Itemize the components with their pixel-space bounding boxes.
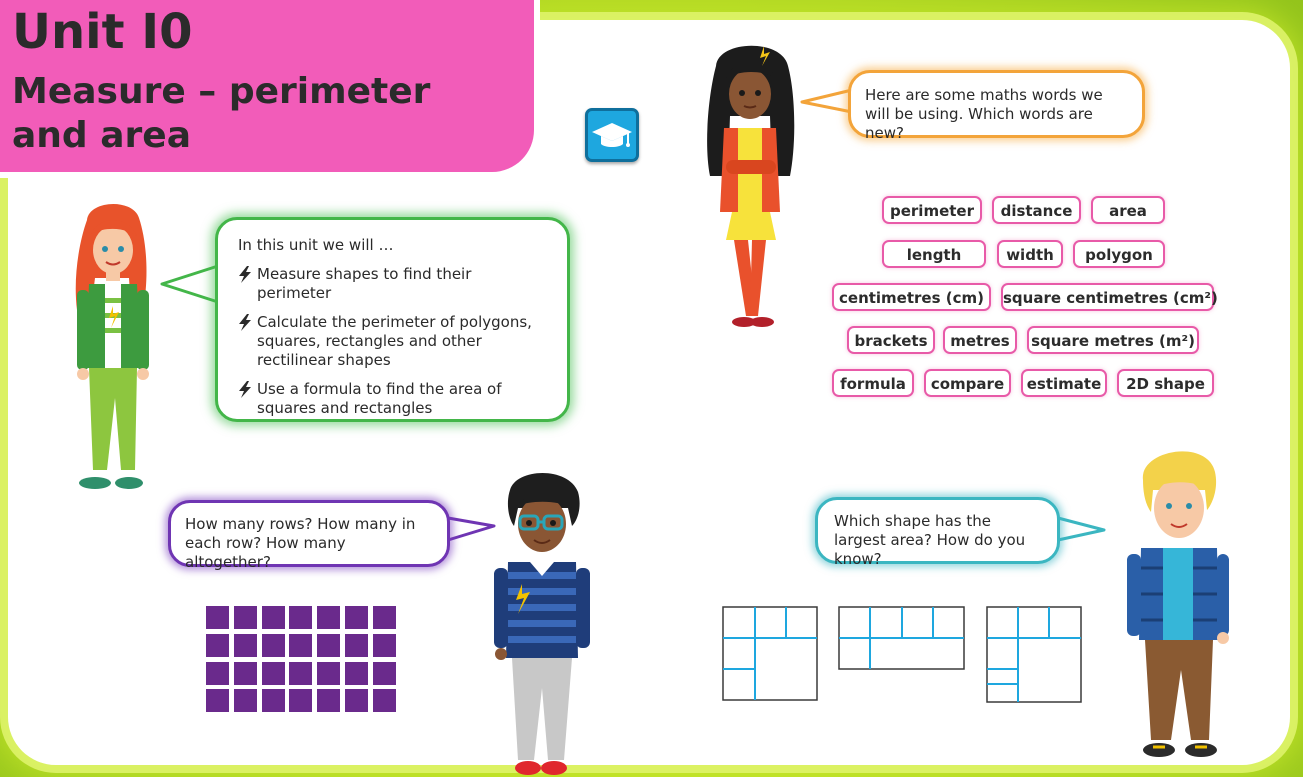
boy-blond-character bbox=[1125, 444, 1230, 770]
girl-curly-hair-character bbox=[700, 36, 800, 332]
array-square bbox=[289, 689, 312, 712]
vocab-word-distance: distance bbox=[992, 196, 1081, 224]
bubble-tail-orange bbox=[800, 86, 854, 116]
goal-text: Measure shapes to find their perimeter bbox=[257, 265, 472, 302]
shape-a bbox=[723, 607, 817, 700]
vocab-word-square-centimetres: square centimetres (cm²) bbox=[1001, 283, 1214, 311]
unit-title: Unit I0 bbox=[12, 4, 193, 60]
goal-text: Use a formula to find the area of squares and rectangles bbox=[257, 380, 502, 417]
bubble-tail-teal bbox=[1056, 514, 1106, 544]
array-square bbox=[206, 634, 229, 657]
unit-subtitle: Measure – perimeter and area bbox=[12, 71, 431, 156]
array-square bbox=[317, 662, 340, 685]
vocab-word-area: area bbox=[1091, 196, 1165, 224]
largest-area-speech-bubble bbox=[815, 497, 1060, 568]
vocab-word-polygon: polygon bbox=[1073, 240, 1165, 268]
array-square bbox=[345, 606, 368, 629]
vocab-word-square-metres: square metres (m²) bbox=[1027, 326, 1199, 354]
array-square bbox=[262, 634, 285, 657]
largest-area-text: Which shape has the largest area? How do you know? bbox=[834, 512, 1026, 568]
array-square bbox=[289, 662, 312, 685]
vocab-word-width: width bbox=[997, 240, 1063, 268]
array-square bbox=[234, 634, 257, 657]
vocab-word-centimetres: centimetres (cm) bbox=[832, 283, 991, 311]
vocab-word-brackets: brackets bbox=[847, 326, 935, 354]
lightning-bolt-icon bbox=[238, 381, 252, 398]
goal-text: Calculate the perimeter of polygons, squares, rectangles and other rectilinear shapes bbox=[257, 313, 532, 369]
title-banner bbox=[0, 0, 540, 178]
array-square bbox=[206, 689, 229, 712]
graduation-cap-icon bbox=[588, 111, 636, 159]
bubble-tail-green bbox=[160, 262, 220, 306]
bubble-tail-purple bbox=[446, 514, 496, 544]
vocab-word-metres: metres bbox=[943, 326, 1017, 354]
unit-goals-speech-bubble bbox=[215, 217, 570, 422]
array-square bbox=[373, 634, 396, 657]
array-square bbox=[317, 634, 340, 657]
lightning-bolt-icon bbox=[238, 314, 252, 331]
vocab-word-estimate: estimate bbox=[1021, 369, 1107, 397]
array-square bbox=[262, 662, 285, 685]
array-square bbox=[317, 606, 340, 629]
boy-glasses-character bbox=[488, 468, 592, 777]
array-square bbox=[234, 662, 257, 685]
array-square bbox=[262, 689, 285, 712]
array-square bbox=[345, 662, 368, 685]
array-square bbox=[373, 689, 396, 712]
goal-item bbox=[238, 380, 547, 418]
shape-c bbox=[987, 607, 1081, 702]
array-square bbox=[373, 606, 396, 629]
vocab-word-2d-shape: 2D shape bbox=[1117, 369, 1214, 397]
new-words-text: Here are some maths words we will be using. Which words are new? bbox=[865, 86, 1103, 142]
rows-question-speech-bubble bbox=[168, 500, 450, 571]
array-square bbox=[206, 662, 229, 685]
goals-intro: In this unit we will … bbox=[238, 236, 394, 254]
array-square bbox=[345, 689, 368, 712]
goal-item bbox=[238, 265, 547, 303]
array-square bbox=[262, 606, 285, 629]
goal-item bbox=[238, 313, 547, 370]
graduation-cap-button[interactable] bbox=[585, 108, 639, 162]
new-words-speech-bubble bbox=[848, 70, 1145, 142]
array-square bbox=[234, 689, 257, 712]
lightning-bolt-icon bbox=[238, 266, 252, 283]
array-square bbox=[373, 662, 396, 685]
vocab-word-perimeter: perimeter bbox=[882, 196, 982, 224]
girl-red-hair-character bbox=[55, 198, 165, 498]
array-square bbox=[317, 689, 340, 712]
array-square bbox=[206, 606, 229, 629]
array-square bbox=[234, 606, 257, 629]
array-square bbox=[289, 634, 312, 657]
array-square bbox=[345, 634, 368, 657]
shape-b bbox=[839, 607, 964, 669]
vocab-word-formula: formula bbox=[832, 369, 914, 397]
rows-question-text: How many rows? How many in each row? How many altogether? bbox=[185, 515, 416, 571]
shapes-to-compare bbox=[720, 604, 1086, 706]
vocab-word-compare: compare bbox=[924, 369, 1011, 397]
vocab-word-length: length bbox=[882, 240, 986, 268]
array-square bbox=[289, 606, 312, 629]
